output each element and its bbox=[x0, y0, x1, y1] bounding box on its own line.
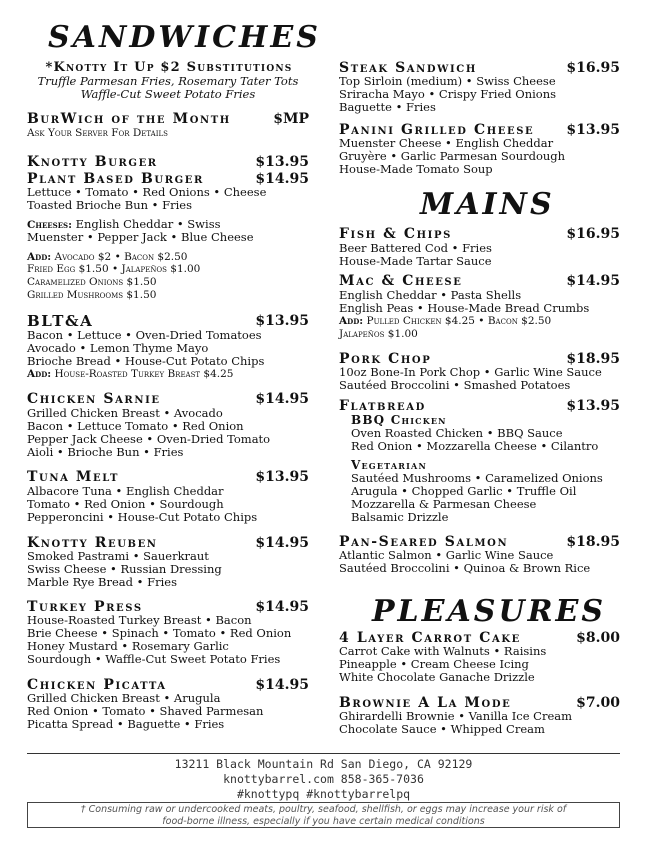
chicken-sarnie-line2: Bacon • Lettuce Tomato • Red Onion bbox=[27, 419, 244, 433]
burger-adds-text1: Avocado $2 • Bacon $2.50 bbox=[54, 251, 188, 263]
steak-sandwich-name: Steak Sandwich bbox=[339, 60, 477, 76]
carrot-cake-line3: White Chocolate Ganache Drizzle bbox=[339, 670, 535, 684]
flatbread-price: $13.95 bbox=[566, 398, 620, 414]
chicken-sarnie-line3: Pepper Jack Cheese • Oven-Dried Tomato bbox=[27, 432, 271, 446]
chicken-sarnie-price: $14.95 bbox=[255, 391, 309, 407]
blta-price: $13.95 bbox=[255, 313, 309, 329]
burwich-note: Ask Your Server For Details bbox=[27, 127, 168, 139]
brownie-line2: Chocolate Sauce • Whipped Cream bbox=[339, 722, 545, 736]
turkey-press-price: $14.95 bbox=[255, 599, 309, 615]
cheeses-label: Cheeses: bbox=[27, 219, 72, 231]
fish-chips-price: $16.95 bbox=[566, 226, 620, 242]
burger-adds-line2: Fried Egg $1.50 • Jalapeños $1.00 bbox=[27, 263, 201, 275]
tuna-melt-price: $13.95 bbox=[255, 469, 309, 485]
blta-line3: Brioche Bread • House-Cut Potato Chips bbox=[27, 354, 265, 368]
chicken-picatta-price: $14.95 bbox=[255, 677, 309, 693]
steak-sandwich-line2: Sriracha Mayo • Crispy Fried Onions bbox=[339, 87, 557, 101]
brownie-price: $7.00 bbox=[576, 695, 620, 711]
burwich-name: BurWich of the Month bbox=[27, 111, 231, 127]
tuna-melt-line2: Tomato • Red Onion • Sourdough bbox=[27, 497, 224, 511]
blta-name: BLT&A bbox=[27, 312, 94, 330]
plant-burger-line2: Toasted Brioche Bun • Fries bbox=[27, 198, 192, 212]
turkey-press-line3: Honey Mustard • Rosemary Garlic bbox=[27, 639, 229, 653]
flatbread-name: Flatbread bbox=[339, 398, 426, 414]
knotty-reuben-price: $14.95 bbox=[255, 535, 309, 551]
carrot-cake-line2: Pineapple • Cream Cheese Icing bbox=[339, 657, 529, 671]
tuna-melt-line1: Albacore Tuna • English Cheddar bbox=[27, 484, 224, 498]
fish-chips-line2: House-Made Tartar Sauce bbox=[339, 254, 492, 268]
mac-cheese-line4: Jalapeños $1.00 bbox=[339, 328, 418, 340]
section-mains-title: MAINS bbox=[420, 187, 555, 222]
footer-hashtags: #knottypq #knottybarrelpq bbox=[236, 787, 411, 801]
flatbread-bbq-title: BBQ Chicken bbox=[351, 413, 447, 427]
flatbread-veg-title: Vegetarian bbox=[351, 458, 427, 472]
chicken-sarnie-line1: Grilled Chicken Breast • Avocado bbox=[27, 406, 223, 420]
knotty-burger-price: $13.95 bbox=[255, 154, 309, 170]
turkey-press-line1: House-Roasted Turkey Breast • Bacon bbox=[27, 613, 252, 627]
panini-price: $13.95 bbox=[566, 122, 620, 138]
mac-cheese-line1: English Cheddar • Pasta Shells bbox=[339, 288, 522, 302]
footer-address: 13211 Black Mountain Rd San Diego, CA 92129 bbox=[174, 757, 473, 771]
burger-adds-line4: Grilled Mushrooms $1.50 bbox=[27, 289, 157, 301]
panini-line1: Muenster Cheese • English Cheddar bbox=[339, 136, 554, 150]
mac-cheese-add-text: Pulled Chicken $4.25 • Bacon $2.50 bbox=[366, 315, 552, 327]
plant-burger-name: Plant Based Burger bbox=[27, 171, 204, 187]
mac-cheese-price: $14.95 bbox=[566, 273, 620, 289]
carrot-cake-name: 4 Layer Carrot Cake bbox=[339, 630, 521, 646]
knotty-reuben-name: Knotty Reuben bbox=[27, 535, 158, 551]
burger-adds-line3: Caramelized Onions $1.50 bbox=[27, 276, 157, 288]
panini-line3: House-Made Tomato Soup bbox=[339, 162, 493, 176]
flatbread-veg-line2: Arugula • Chopped Garlic • Truffle Oil bbox=[351, 484, 577, 498]
brownie-line1: Ghirardelli Brownie • Vanilla Ice Cream bbox=[339, 709, 573, 723]
steak-sandwich-line3: Baguette • Fries bbox=[339, 100, 436, 114]
mac-cheese-name: Mac & Cheese bbox=[339, 273, 463, 289]
flatbread-veg-line1: Sautéed Mushrooms • Caramelized Onions bbox=[351, 471, 603, 485]
substitutions-line2: Waffle-Cut Sweet Potato Fries bbox=[80, 87, 256, 101]
burger-adds-label: Add: bbox=[27, 251, 52, 263]
fish-chips-line1: Beer Battered Cod • Fries bbox=[339, 241, 492, 255]
blta-line2: Avocado • Lemon Thyme Mayo bbox=[27, 341, 209, 355]
chicken-picatta-name: Chicken Picatta bbox=[27, 677, 167, 693]
pork-chop-name: Pork Chop bbox=[339, 351, 432, 367]
section-sandwiches-title: SANDWICHES bbox=[48, 20, 321, 55]
panini-line2: Gruyère • Garlic Parmesan Sourdough bbox=[339, 149, 566, 163]
section-pleasures-title: PLEASURES bbox=[372, 594, 607, 629]
knotty-burger-name: Knotty Burger bbox=[27, 154, 158, 170]
chicken-picatta-line2: Red Onion • Tomato • Shaved Parmesan bbox=[27, 704, 264, 718]
burwich-price: $MP bbox=[273, 111, 309, 127]
salmon-line1: Atlantic Salmon • Garlic Wine Sauce bbox=[339, 548, 554, 562]
salmon-price: $18.95 bbox=[566, 534, 620, 550]
blta-add-text: House-Roasted Turkey Breast $4.25 bbox=[54, 368, 234, 380]
footer-divider bbox=[27, 753, 620, 754]
footer-contact: knottybarrel.com 858-365-7036 bbox=[223, 772, 424, 786]
disclaimer-line1: † Consuming raw or undercooked meats, poultry, seafood, shellfish, or eggs may increase your risk of bbox=[80, 804, 567, 815]
turkey-press-line2: Brie Cheese • Spinach • Tomato • Red Onion bbox=[27, 626, 292, 640]
cheeses-line2: Muenster • Pepper Jack • Blue Cheese bbox=[27, 230, 254, 244]
salmon-line2: Sautéed Broccolini • Quinoa & Brown Rice bbox=[339, 561, 591, 575]
fish-chips-name: Fish & Chips bbox=[339, 226, 452, 242]
blta-add-line bbox=[27, 368, 233, 381]
steak-sandwich-line1: Top Sirloin (medium) • Swiss Cheese bbox=[339, 74, 556, 88]
flatbread-veg-line3: Mozzarella & Parmesan Cheese bbox=[351, 497, 537, 511]
carrot-cake-line1: Carrot Cake with Walnuts • Raisins bbox=[339, 644, 547, 658]
disclaimer-line2: food-borne illness, especially if you have certain medical conditions bbox=[162, 815, 485, 827]
plant-burger-price: $14.95 bbox=[255, 171, 309, 187]
flatbread-bbq-line1: Oven Roasted Chicken • BBQ Sauce bbox=[351, 426, 563, 440]
carrot-cake-price: $8.00 bbox=[576, 630, 620, 646]
turkey-press-line4: Sourdough • Waffle-Cut Sweet Potato Fries bbox=[27, 652, 281, 666]
salmon-name: Pan-Seared Salmon bbox=[339, 534, 509, 550]
flatbread-bbq-line2: Red Onion • Mozzarella Cheese • Cilantro bbox=[351, 439, 599, 453]
knotty-reuben-line1: Smoked Pastrami • Sauerkraut bbox=[27, 549, 209, 563]
flatbread-veg-line4: Balsamic Drizzle bbox=[351, 510, 449, 524]
chicken-sarnie-line4: Aioli • Brioche Bun • Fries bbox=[27, 445, 184, 459]
chicken-picatta-line3: Picatta Spread • Baguette • Fries bbox=[27, 717, 225, 731]
cheeses-text1: English Cheddar • Swiss bbox=[75, 217, 221, 231]
substitutions-title: *Knotty It Up $2 Substitutions bbox=[45, 60, 293, 75]
disclaimer-box bbox=[27, 802, 620, 828]
plant-burger-line1: Lettuce • Tomato • Red Onions • Cheese bbox=[27, 185, 267, 199]
tuna-melt-name: Tuna Melt bbox=[27, 469, 120, 485]
turkey-press-name: Turkey Press bbox=[27, 599, 143, 615]
knotty-reuben-line2: Swiss Cheese • Russian Dressing bbox=[27, 562, 222, 576]
blta-line1: Bacon • Lettuce • Oven-Dried Tomatoes bbox=[27, 328, 262, 342]
substitutions-line1: Truffle Parmesan Fries, Rosemary Tater Tots bbox=[37, 74, 299, 88]
mac-cheese-add-label: Add: bbox=[339, 315, 364, 327]
mac-cheese-add-line bbox=[339, 315, 551, 328]
brownie-name: Brownie A La Mode bbox=[339, 695, 512, 711]
panini-name: Panini Grilled Cheese bbox=[339, 122, 535, 138]
pork-chop-price: $18.95 bbox=[566, 351, 620, 367]
chicken-sarnie-name: Chicken Sarnie bbox=[27, 391, 161, 407]
mac-cheese-line2: English Peas • House-Made Bread Crumbs bbox=[339, 301, 590, 315]
chicken-picatta-line1: Grilled Chicken Breast • Arugula bbox=[27, 691, 221, 705]
tuna-melt-line3: Pepperoncini • House-Cut Potato Chips bbox=[27, 510, 258, 524]
pork-chop-line1: 10oz Bone-In Pork Chop • Garlic Wine Sauce bbox=[339, 365, 602, 379]
knotty-reuben-line3: Marble Rye Bread • Fries bbox=[27, 575, 177, 589]
steak-sandwich-price: $16.95 bbox=[566, 60, 620, 76]
blta-add-label: Add: bbox=[27, 368, 52, 380]
pork-chop-line2: Sautéed Broccolini • Smashed Potatoes bbox=[339, 378, 571, 392]
